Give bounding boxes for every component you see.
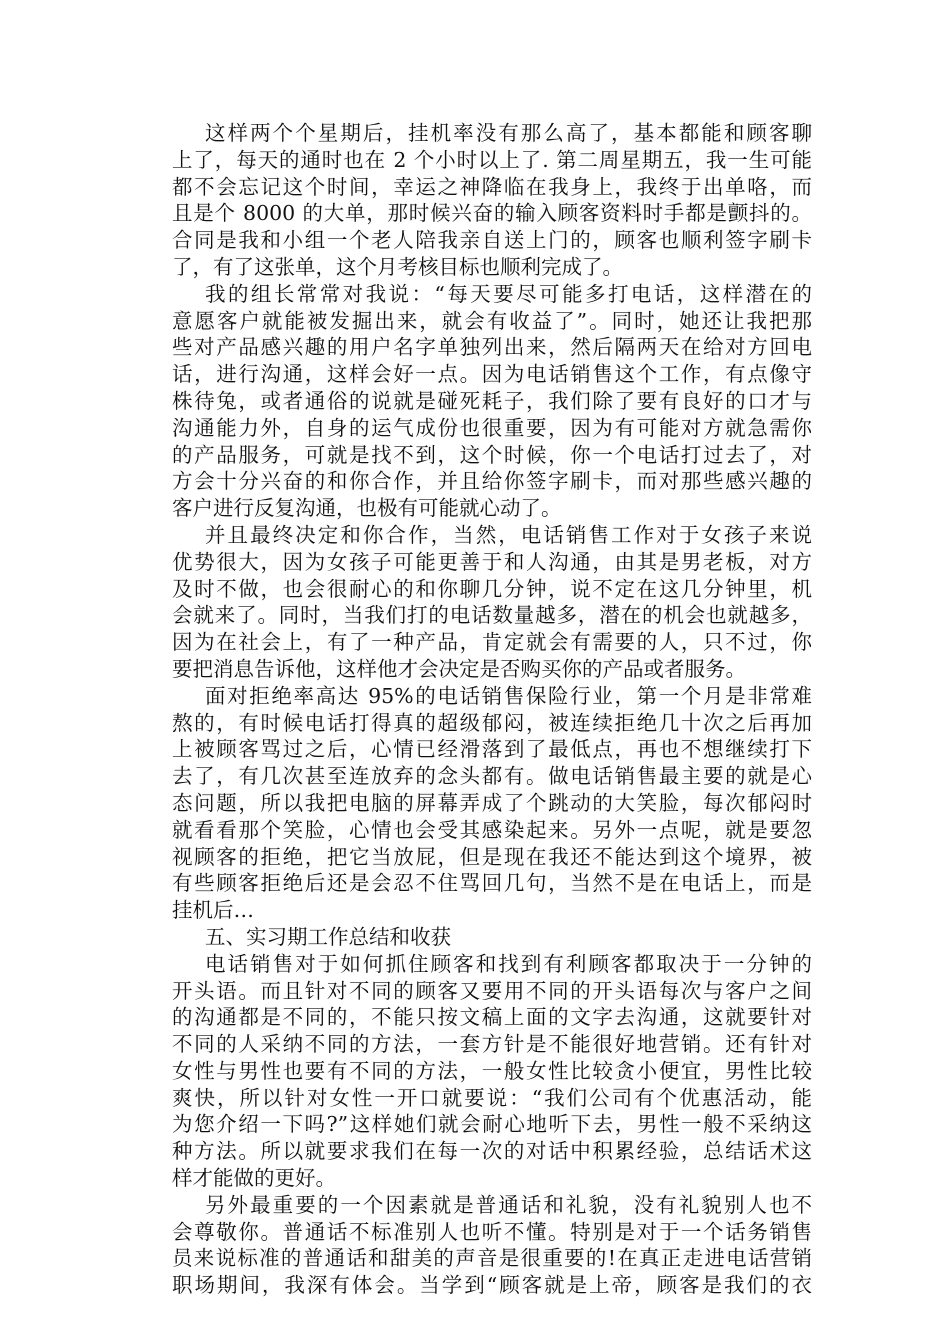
text-line: 就看看那个笑脸，心情也会受其感染起来。另外一点呢，就是要忽 [172, 817, 812, 842]
text-line: 了，有了这张单，这个月考核目标也顺利完成了。 [172, 254, 623, 279]
paragraph [172, 951, 812, 1192]
text-line: 会就来了。同时，当我们打的电话数量越多，潜在的机会也就越多， [172, 603, 812, 628]
text-line: 这样两个个星期后，挂机率没有那么高了，基本都能和顾客聊 [205, 121, 812, 145]
text-line: 因为在社会上，有了一种产品，肯定就会有需要的人，只不过，你 [172, 630, 812, 655]
section-heading [172, 924, 812, 951]
text-line: 爽快，所以针对女性一开口就要说：“我们公司有个优惠活动，能 [172, 1085, 812, 1110]
paragraph [172, 522, 812, 683]
text-line: 的产品服务，可就是找不到，这个时候，你一个电话打过去了，对 [172, 442, 812, 467]
text-line: 态问题，所以我把电脑的屏幕弄成了个跳动的大笑脸，每次郁闷时 [172, 790, 812, 815]
text-line: 职场期间，我深有体会。当学到“顾客就是上帝，顾客是我们的衣 [172, 1273, 812, 1298]
text-line: 开头语。而且针对不同的顾客又要用不同的开头语每次与客户之间 [172, 978, 812, 1003]
text-line: 方会十分兴奋的和你合作，并且给你签字刷卡，而对那些感兴趣的 [172, 469, 812, 494]
text-line: 话，进行沟通，这样会好一点。因为电话销售这个工作，有点像守 [172, 362, 812, 387]
text-line: 样才能做的更好。 [172, 1166, 336, 1191]
text-line: 另外最重要的一个因素就是普通话和礼貌，没有礼貌别人也不 [205, 1192, 812, 1217]
paragraph [172, 120, 812, 281]
text-line: 些对产品感兴趣的用户名字单独列出来，然后隔两天在给对方回电 [172, 335, 812, 360]
text-line: 我的组长常常对我说：“每天要尽可能多打电话，这样潜在的 [205, 281, 812, 306]
text-line: 去了，有几次甚至连放弃的念头都有。做电话销售最主要的就是心 [172, 764, 812, 789]
text-line: 意愿客户就能被发掘出来，就会有收益了”。同时，她还让我把那 [172, 308, 812, 333]
text-line: 合同是我和小组一个老人陪我亲自送上门的，顾客也顺利签字刷卡 [172, 228, 812, 253]
text-line: 面对拒绝率高达 95%的电话销售保险行业，第一个月是非常难 [205, 683, 812, 708]
document-page [172, 120, 812, 1299]
section-heading-text: 五、实习期工作总结和收获 [205, 924, 451, 949]
text-line: 的沟通都是不同的，不能只按文稿上面的文字去沟通，这就要针对 [172, 1005, 812, 1030]
text-line: 有些顾客拒绝后还是会忍不住骂回几句，当然不是在电话上，而是 [172, 871, 812, 896]
text-line: 上被顾客骂过之后，心情已经滑落到了最低点，再也不想继续打下 [172, 737, 812, 762]
text-line: 为您介绍一下吗?”这样她们就会耐心地听下去，男性一般不采纳这 [172, 1112, 812, 1137]
text-line: 会尊敬你。普通话不标准别人也听不懂。特别是对于一个话务销售 [172, 1219, 812, 1244]
text-line: 员来说标准的普通话和甜美的声音是很重要的!在真正走进电话营销 [172, 1246, 812, 1271]
text-line: 女性与男性也要有不同的方法，一般女性比较贪小便宜，男性比较 [172, 1058, 812, 1083]
text-line: 且是个 8000 的大单，那时候兴奋的输入顾客资料时手都是颤抖的。 [172, 201, 812, 226]
text-line: 电话销售对于如何抓住顾客和找到有利顾客都取决于一分钟的 [205, 951, 812, 976]
text-line: 挂机后… [172, 898, 254, 923]
text-line: 都不会忘记这个时间，幸运之神降临在我身上，我终于出单咯，而 [172, 174, 812, 199]
text-line: 要把消息告诉他，这样他才会决定是否购买你的产品或者服务。 [172, 656, 746, 681]
paragraph [172, 281, 812, 522]
text-line: 株待兔，或者通俗的说就是碰死耗子，我们除了要有良好的口才与 [172, 388, 812, 413]
text-line: 沟通能力外，自身的运气成份也很重要，因为有可能对方就急需你 [172, 415, 812, 440]
text-line: 并且最终决定和你合作，当然，电话销售工作对于女孩子来说 [205, 522, 812, 547]
paragraph [172, 683, 812, 924]
text-line: 及时不做，也会很耐心的和你聊几分钟，说不定在这几分钟里，机 [172, 576, 812, 601]
text-line: 优势很大，因为女孩子可能更善于和人沟通，由其是男老板，对方 [172, 549, 812, 574]
text-line: 视顾客的拒绝，把它当放屁，但是现在我还不能达到这个境界，被 [172, 844, 812, 869]
text-line: 种方法。所以就要求我们在每一次的对话中积累经验，总结话术这 [172, 1139, 812, 1164]
text-line: 客户进行反复沟通，也极有可能就心动了。 [172, 496, 562, 521]
text-line: 熬的，有时候电话打得真的超级郁闷，被连续拒绝几十次之后再加 [172, 710, 812, 735]
text-line: 不同的人采纳不同的方法，一套方针是不能很好地营销。还有针对 [172, 1032, 812, 1057]
text-line: 上了，每天的通时也在 2 个小时以上了. 第二周星期五，我一生可能 [172, 147, 812, 172]
paragraph [172, 1192, 812, 1299]
